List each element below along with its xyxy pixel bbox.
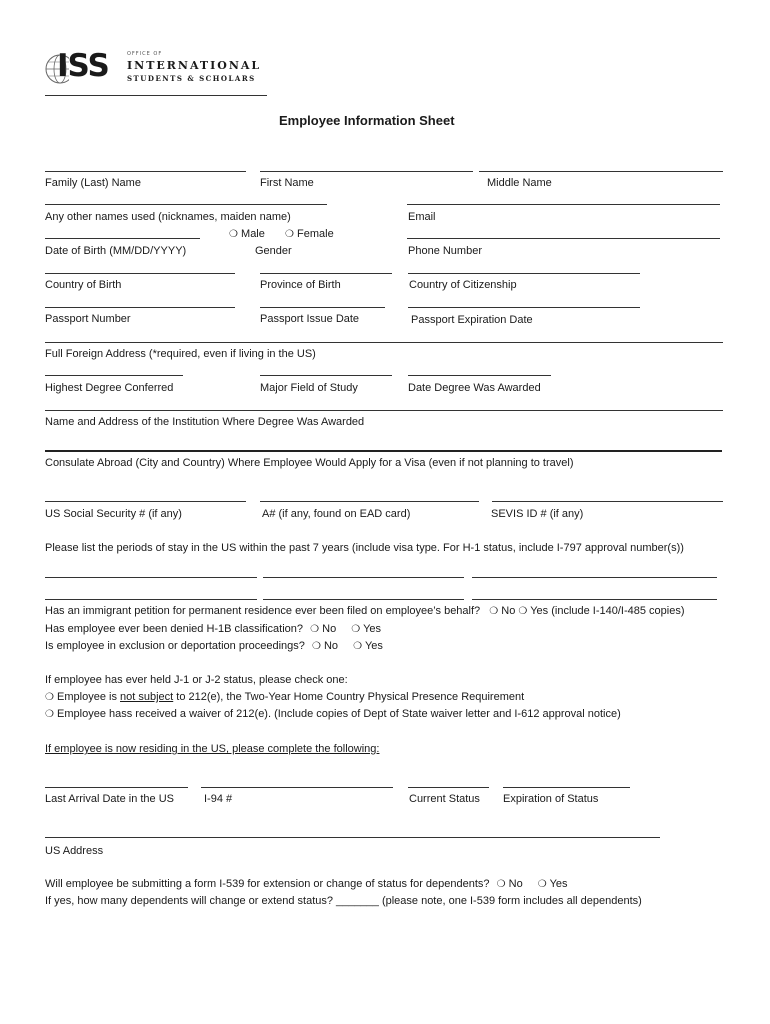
current-status-label: Current Status xyxy=(409,793,480,805)
q3-yes-option[interactable] xyxy=(353,640,383,652)
middle-name-label: Middle Name xyxy=(487,177,552,189)
radio-icon: ❍ xyxy=(353,641,363,652)
q2-yes-option[interactable] xyxy=(351,623,381,635)
j-option-not-subject[interactable] xyxy=(45,691,524,703)
logo xyxy=(43,48,273,94)
consulate-line[interactable] xyxy=(45,450,722,452)
passport-issue-label: Passport Issue Date xyxy=(260,313,360,325)
no-label: No xyxy=(323,640,339,652)
q2-no-option[interactable] xyxy=(310,623,339,635)
expiration-status-line[interactable] xyxy=(503,787,630,788)
phone-label: Phone Number xyxy=(408,245,482,257)
passport-expiration-line[interactable] xyxy=(408,307,640,308)
question-immigrant-petition xyxy=(45,605,685,617)
phone-line[interactable] xyxy=(407,238,720,239)
question-text: Will employee be submitting a form I-539 for extension or change of status for dependents? xyxy=(45,878,490,890)
province-birth-label: Province of Birth xyxy=(260,279,341,291)
dob-line[interactable] xyxy=(45,238,200,239)
question-h1b-denied xyxy=(45,623,381,635)
major-field-label: Major Field of Study xyxy=(260,382,358,394)
dependents-count-text: If yes, how many dependents will change or extend status? _______ (please note, one I-539 form includes all dependents) xyxy=(45,895,642,907)
question-text: Has employee ever been denied H-1B classification? xyxy=(45,623,304,635)
question-exclusion xyxy=(45,640,383,652)
stay-instructions: Please list the periods of stay in the US within the past 7 years (include visa type. For H-1 status, include I-797 approval number(s)) xyxy=(45,542,684,554)
radio-icon: ❍ xyxy=(518,606,528,617)
family-name-label: Family (Last) Name xyxy=(45,177,141,189)
expiration-status-label: Expiration of Status xyxy=(503,793,599,805)
gender-female-option[interactable] xyxy=(285,228,334,240)
family-name-line[interactable] xyxy=(45,171,246,172)
institution-label: Name and Address of the Institution Where Degree Was Awarded xyxy=(45,416,365,428)
dep-no-option[interactable] xyxy=(497,878,526,890)
ssn-label: US Social Security # (if any) xyxy=(45,508,182,520)
passport-number-label: Passport Number xyxy=(45,313,131,325)
date-degree-label: Date Degree Was Awarded xyxy=(408,382,541,394)
dep-yes-option[interactable] xyxy=(538,878,568,890)
logo-line1: INTERNATIONAL xyxy=(127,59,262,72)
q1-yes-option[interactable] xyxy=(518,605,684,617)
us-address-line[interactable] xyxy=(45,837,660,838)
a-number-label: A# (if any, found on EAD card) xyxy=(262,508,411,520)
us-address-label: US Address xyxy=(45,845,104,857)
radio-icon: ❍ xyxy=(45,692,54,703)
gender-female-label: Female xyxy=(297,228,334,240)
logo-office: OFFICE OF xyxy=(127,51,163,57)
country-birth-label: Country of Birth xyxy=(45,279,122,291)
j-opt1-underlined: not subject xyxy=(120,691,174,703)
question-dependents xyxy=(45,878,568,890)
j-opt1-post: to 212(e), the Two-Year Home Country Physical Presence Requirement xyxy=(173,691,525,703)
passport-number-line[interactable] xyxy=(45,307,235,308)
passport-issue-line[interactable] xyxy=(260,307,385,308)
highest-degree-label: Highest Degree Conferred xyxy=(45,382,174,394)
date-degree-line[interactable] xyxy=(408,375,551,376)
foreign-address-line[interactable] xyxy=(45,342,723,343)
no-label: No xyxy=(501,605,516,617)
yes-label: Yes (include I-140/I-485 copies) xyxy=(530,605,685,617)
last-arrival-line[interactable] xyxy=(45,787,188,788)
a-number-line[interactable] xyxy=(260,501,479,502)
citizenship-label: Country of Citizenship xyxy=(409,279,517,291)
q1-no-option[interactable] xyxy=(489,605,518,617)
radio-icon: ❍ xyxy=(310,624,320,635)
no-label: No xyxy=(508,878,523,890)
header-rule xyxy=(45,95,267,96)
email-label: Email xyxy=(408,211,436,223)
question-text: Has an immigrant petition for permanent residence ever been filed on employee’s behalf? xyxy=(45,605,481,617)
ssn-line[interactable] xyxy=(45,501,246,502)
page-title: Employee Information Sheet xyxy=(279,113,455,128)
other-names-label: Any other names used (nicknames, maiden name) xyxy=(45,211,291,223)
j-opt2-label: Employee hass received a waiver of 212(e). (Include copies of Dept of State waiver letter and I-612 approval notice) xyxy=(57,708,621,720)
major-field-line[interactable] xyxy=(260,375,392,376)
last-arrival-label: Last Arrival Date in the US xyxy=(45,793,175,805)
j-option-waiver[interactable] xyxy=(45,708,621,720)
middle-name-line[interactable] xyxy=(479,171,723,172)
radio-icon: ❍ xyxy=(489,606,499,617)
current-status-line[interactable] xyxy=(408,787,489,788)
institution-line[interactable] xyxy=(45,410,723,411)
stay-line-1c[interactable] xyxy=(472,577,717,578)
yes-label: Yes xyxy=(363,623,382,635)
first-name-line[interactable] xyxy=(260,171,473,172)
email-line[interactable] xyxy=(407,204,720,205)
first-name-label: First Name xyxy=(260,177,314,189)
foreign-address-label: Full Foreign Address (*required, even if living in the US) xyxy=(45,348,316,360)
logo-line2: STUDENTS & SCHOLARS xyxy=(127,74,256,83)
radio-icon: ❍ xyxy=(496,879,506,890)
other-names-line[interactable] xyxy=(45,204,327,205)
no-label: No xyxy=(322,623,337,635)
passport-expiration-label: Passport Expiration Date xyxy=(411,314,533,326)
stay-line-1b[interactable] xyxy=(263,577,464,578)
j-intro: If employee has ever held J-1 or J-2 status, please check one: xyxy=(45,674,348,686)
radio-icon: ❍ xyxy=(351,624,361,635)
radio-icon: ❍ xyxy=(285,229,294,240)
radio-icon: ❍ xyxy=(311,641,321,652)
highest-degree-line[interactable] xyxy=(45,375,183,376)
province-birth-line[interactable] xyxy=(260,273,392,274)
country-birth-line[interactable] xyxy=(45,273,235,274)
stay-line-2c[interactable] xyxy=(472,599,717,600)
sevis-label: SEVIS ID # (if any) xyxy=(491,508,584,520)
us-heading: If employee is now residing in the US, please complete the following: xyxy=(45,743,380,755)
yes-label: Yes xyxy=(364,640,383,652)
gender-male-option[interactable] xyxy=(229,228,265,240)
dob-label: Date of Birth (MM/DD/YYYY) xyxy=(45,245,187,257)
i94-line[interactable] xyxy=(201,787,393,788)
question-text: Is employee in exclusion or deportation proceedings? xyxy=(45,640,305,652)
j-opt1-pre: Employee is xyxy=(57,691,121,703)
gender-label: Gender xyxy=(255,245,292,257)
citizenship-line[interactable] xyxy=(408,273,640,274)
stay-line-1a[interactable] xyxy=(45,577,257,578)
i94-label: I-94 # xyxy=(204,793,233,805)
sevis-line[interactable] xyxy=(492,501,723,502)
q3-no-option[interactable] xyxy=(312,640,341,652)
consulate-label: Consulate Abroad (City and Country) Where Employee Would Apply for a Visa (even if not planning to travel) xyxy=(45,457,574,469)
radio-icon: ❍ xyxy=(537,879,547,890)
yes-label: Yes xyxy=(549,878,568,890)
stay-line-2b[interactable] xyxy=(263,599,464,600)
logo-iss: ISS xyxy=(57,48,109,84)
gender-male-label: Male xyxy=(241,228,265,240)
stay-line-2a[interactable] xyxy=(45,599,257,600)
radio-icon: ❍ xyxy=(45,709,54,720)
radio-icon: ❍ xyxy=(229,229,238,240)
